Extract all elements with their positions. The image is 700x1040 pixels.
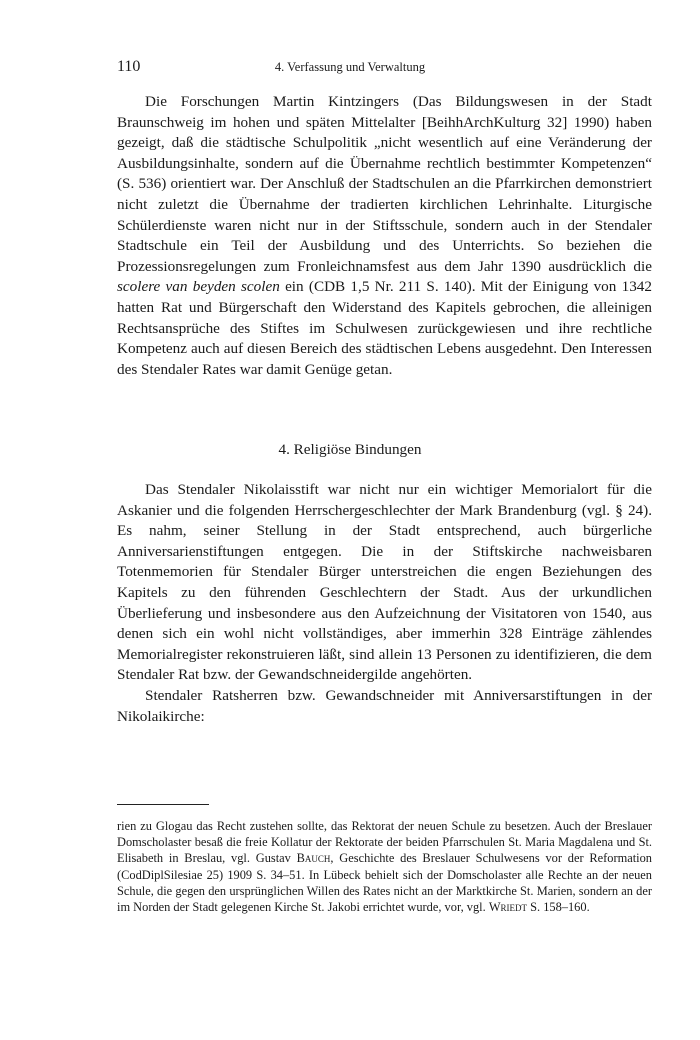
footnote-segment: rien zu Glogau das Recht zustehen sollte, das Rektorat der neuen Schule zu besetzen. Auch der Breslauer Domscholaster besaß die freie Kollatur der Rektorate der beiden Pfarrschulen St. Maria Magdalena und St. Elisabeth in Breslau, vgl. Gustav [117, 819, 652, 866]
footnote-segment: S. 158–160. [527, 900, 590, 915]
footnote-segment: , Geschichte des Breslauer Schulwesens vor der Reformation (CodDiplSilesiae 25) 1909 S. 34–51. In Lübeck behielt sich der Domscholaster alle Rechte an der neuen Schule, die gegen den ursprünglichen Willen des Rates nicht an der Marktkirche St. Marien, sondern an der im Norden der Stadt gelegenen Kirche St. Jakobi errichtet wurde, vor, vgl. [117, 851, 652, 915]
footnote [117, 818, 652, 915]
running-title: 4. Verfassung und Verwaltung [274, 60, 426, 74]
body-paragraph [117, 92, 652, 380]
paragraph-text: ein (CDB 1,5 Nr. 211 S. 140). Mit der Einigung von 1342 hatten Rat und Bürgerschaft den Widerstand des Kapitels gebrochen, die alleinigen Rechtsansprüche des Stiftes im Schulwesen zurückgewiesen und ihre rechtliche Kompetenz auch auf diesen Bereich des städtischen Lebens ausgedehnt. Den Interessen des Stendaler Rates war damit Genüge getan. [117, 278, 652, 378]
footnote-divider [117, 804, 209, 805]
running-head [0, 58, 700, 78]
quoted-term: scolere van beyden scolen [117, 278, 280, 296]
paragraph-schulpolitik [117, 92, 652, 380]
author-name: Wriedt [488, 900, 528, 915]
section-heading: 4. Religiöse Bindungen [278, 441, 422, 458]
body-paragraph: Stendaler Ratsherren bzw. Gewandschneider mit Anniversarstiftungen in der Nikolaikirche: [117, 686, 652, 725]
body-paragraph: Das Stendaler Nikolaisstift war nicht nur ein wichtiger Memorialort für die Askanier und die folgenden Herrschergeschlechter der Mark Brandenburg (vgl. § 24). Es nahm, seiner Stellung in der Stadt entsprechend, auch bürgerliche Anniversarienstiftungen entgegen. Die in der Stiftskirche nachweisbaren Totenmemorien für Stendaler Bürger unterstreichen die engen Beziehungen des Kapitels zu den führenden Geschlechtern der Stadt. Aus der urkundlichen Überlieferung und insbesondere aus den Aufzeichnung der Visitatoren von 1540, aus denen sich ein wohl nicht vollständiges, aber immerhin 328 Einträge zählendes Memorialregister rekonstruieren läßt, sind allein 13 Personen zu identifizieren, die dem Stendaler Rat bzw. der Gewandschneidergilde angehörten. [117, 481, 652, 684]
page-number: 110 [117, 58, 141, 75]
author-name: Bauch [296, 851, 331, 866]
paragraph-nikolaisstift [117, 480, 652, 727]
footnote-text [117, 818, 652, 915]
paragraph-text: Die Forschungen Martin Kintzingers (Das Bildungswesen in der Stadt Braunschweig im hohen und späten Mittelalter [BeihhArchKulturg 32] 1990) haben gezeigt, daß die städtische Schulpolitik „nicht wesentlich auf eine Veränderung der Ausbildungsinhalte, sondern auf die Übernahme rechtlich bestimmter Kompetenzen“ (S. 536) orientiert war. Der Anschluß der Stadtschulen an die Pfarrkirchen demonstriert nicht zuletzt die Übernahme der tradierten kirchlichen Lehrinhalte. Liturgische Schülerdienste waren nicht nur in der Stiftsschule, sondern auch in der Stendaler Stadtschule ein Teil der Ausbildung und des Unterrichts. So beziehen die Prozessionsregelungen zum Fronleichnamsfest aus dem Jahr 1390 ausdrücklich die [117, 93, 652, 275]
